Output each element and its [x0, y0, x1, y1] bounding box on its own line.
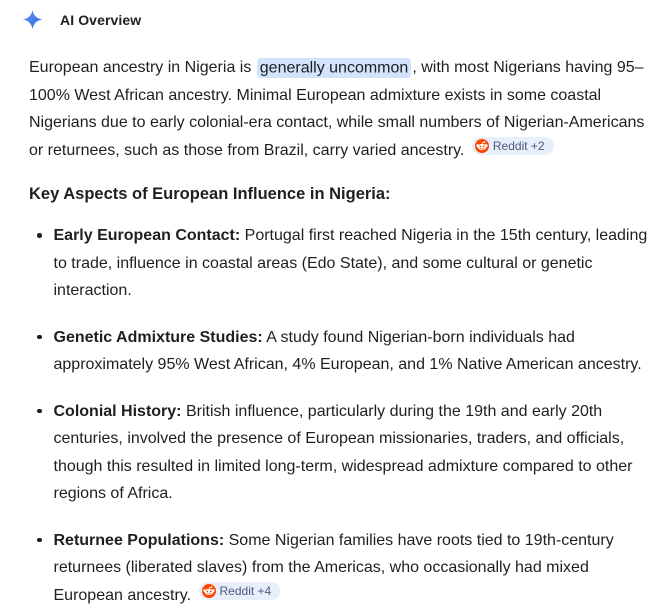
source-badge[interactable] [472, 137, 554, 155]
bullet-dot [37, 538, 42, 543]
reddit-icon [475, 139, 489, 153]
list-item-text: Colonial History: British influence, particularly during the 19th and early 20th centuries, involved the presence of European missionaries, traders, and officials, though this resulted in limited long-term, widespread admixture compared to other regions of Africa. [54, 398, 656, 508]
list-item-text: Genetic Admixture Studies: A study found Nigerian-born individuals had approximately 95% West African, 4% European, and 1% Native American ancestry. [54, 324, 656, 379]
bullet-dot [37, 335, 42, 340]
list-item-text: Early European Contact: Portugal first reached Nigeria in the 15th century, leading to trade, influence in coastal areas (Edo State), and some cultural or genetic interaction. [54, 222, 656, 305]
ai-overview-header [22, 9, 655, 30]
list-item-label: Returnee Populations: [54, 532, 225, 549]
bullet-dot [37, 233, 42, 238]
list-item [29, 324, 655, 379]
section-heading: Key Aspects of European Influence in Nigeria: [29, 183, 655, 205]
key-aspects-list [29, 222, 655, 609]
list-item [29, 222, 655, 305]
list-item-label: Genetic Admixture Studies: [54, 329, 263, 346]
source-badge-label: Reddit +4 [220, 584, 272, 598]
intro-badge-slot [469, 142, 554, 159]
bullet-dot [37, 409, 42, 414]
ai-overview-title: AI Overview [60, 12, 141, 28]
list-item-label: Colonial History: [54, 403, 182, 420]
highlighted-phrase[interactable]: generally uncommon [257, 58, 412, 78]
reddit-icon [202, 584, 216, 598]
source-badge[interactable] [199, 582, 281, 600]
source-badge-label: Reddit +2 [493, 139, 545, 153]
list-item-text: Returnee Populations: Some Nigerian families have roots tied to 19th-century returnees (liberated slaves) from the Americas, who occasionally had mixed European ancestry. Reddit +4 [54, 527, 656, 609]
list-item [29, 398, 655, 508]
ai-sparkle-icon [22, 9, 43, 30]
intro-text-post: , with most Nigerians having 95–100% West African ancestry. Minimal European admixture exists in some coastal Nigerians due to early colonial-era contact, while small numbers of Nigerian-Americans or returnees, such as those from Brazil, carry varied ancestry. [29, 59, 644, 159]
list-item [29, 527, 655, 609]
intro-text-pre: European ancestry in Nigeria is [29, 59, 256, 76]
list-item-label: Early European Contact: [54, 227, 241, 244]
intro-paragraph [29, 54, 655, 164]
